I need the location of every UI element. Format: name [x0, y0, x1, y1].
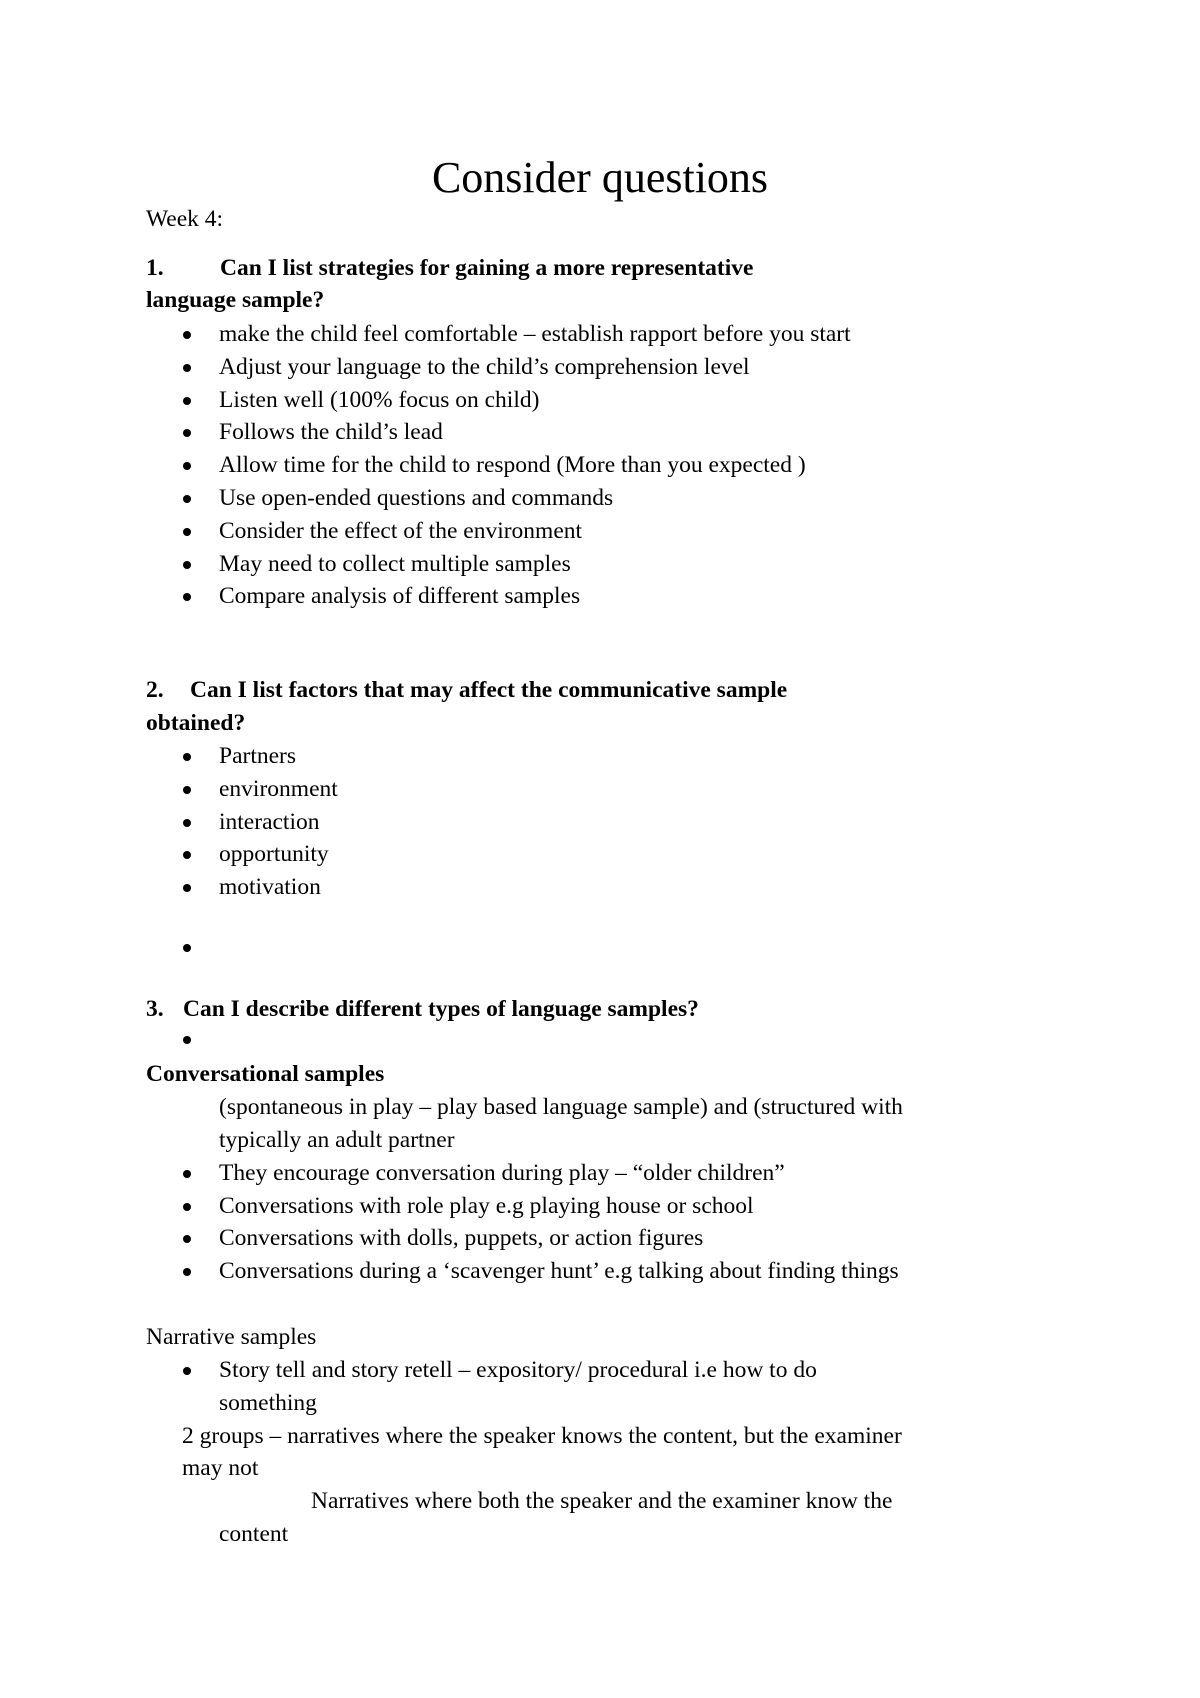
bullet-icon — [183, 740, 195, 773]
bullet-icon — [183, 871, 195, 904]
bullet-icon — [183, 773, 195, 806]
bullet-icon — [183, 1354, 195, 1387]
narrative-heading: Narrative samples — [146, 1324, 317, 1350]
narrative-bullet-line2: something — [219, 1390, 317, 1416]
bullet-icon — [183, 351, 195, 384]
conversational-bullet: They encourage conversation during play – “older children” — [219, 1160, 785, 1186]
conversational-bullet: Conversations during a ‘scavenger hunt’ e.g talking about finding things — [219, 1258, 899, 1284]
conversational-desc-line1: (spontaneous in play – play based language sample) and (structured with — [219, 1094, 903, 1120]
q1-bullet: Consider the effect of the environment — [219, 518, 583, 544]
bullet-icon — [183, 1255, 195, 1288]
narrative-groups-line4: content — [219, 1521, 289, 1547]
narrative-groups-line3: Narratives where both the speaker and the examiner know the — [311, 1488, 893, 1514]
q2-bullet: opportunity — [219, 841, 329, 867]
conversational-bullet: Conversations with dolls, puppets, or action figures — [219, 1225, 704, 1251]
q2-bullet: motivation — [219, 874, 321, 900]
q1-bullet: Allow time for the child to respond (More than you expected ) — [219, 452, 806, 478]
q1-bullet: Listen well (100% focus on child) — [219, 387, 540, 413]
conversational-desc-line2: typically an adult partner — [219, 1127, 455, 1153]
page-title: Consider questions — [431, 153, 769, 202]
narrative-groups-line2: may not — [182, 1455, 259, 1481]
q2-bullet: Partners — [219, 743, 297, 769]
q3-heading: Can I describe different types of language samples? — [183, 996, 699, 1022]
bullet-icon — [183, 931, 195, 964]
bullet-icon — [183, 384, 195, 417]
q2-heading-line1: Can I list factors that may affect the communicative sample — [190, 677, 788, 703]
q1-bullet: Follows the child’s lead — [219, 419, 443, 445]
conversational-bullet: Conversations with role play e.g playing house or school — [219, 1193, 754, 1219]
bullet-icon — [183, 1023, 195, 1056]
bullet-icon — [183, 318, 195, 351]
conversational-heading: Conversational samples — [146, 1061, 385, 1087]
narrative-bullet-line1: Story tell and story retell – expository/ procedural i.e how to do — [219, 1357, 817, 1383]
bullet-icon — [183, 838, 195, 871]
bullet-icon — [183, 1222, 195, 1255]
q1-bullet: make the child feel comfortable – establish rapport before you start — [219, 321, 851, 347]
q2-bullet: environment — [219, 776, 338, 802]
bullet-icon — [183, 580, 195, 613]
q2-number: 2. — [146, 677, 164, 703]
q1-bullet: Adjust your language to the child’s comprehension level — [219, 354, 750, 380]
q2-heading-line2: obtained? — [146, 710, 246, 736]
q1-bullet: May need to collect multiple samples — [219, 551, 571, 577]
week-label: Week 4: — [146, 206, 224, 232]
q1-heading-line2: language sample? — [146, 287, 325, 313]
narrative-groups-line1: 2 groups – narratives where the speaker knows the content, but the examiner — [182, 1423, 902, 1449]
bullet-icon — [183, 1157, 195, 1190]
q3-number: 3. — [146, 996, 164, 1022]
bullet-icon — [183, 416, 195, 449]
q1-heading-line1: Can I list strategies for gaining a more representative — [220, 255, 754, 281]
q2-bullet: interaction — [219, 809, 320, 835]
bullet-icon — [183, 806, 195, 839]
bullet-icon — [183, 482, 195, 515]
bullet-icon — [183, 548, 195, 581]
bullet-icon — [183, 1190, 195, 1223]
q1-bullet: Use open-ended questions and commands — [219, 485, 614, 511]
bullet-icon — [183, 449, 195, 482]
bullet-icon — [183, 515, 195, 548]
q1-number: 1. — [146, 255, 164, 281]
q1-bullet: Compare analysis of different samples — [219, 583, 581, 609]
